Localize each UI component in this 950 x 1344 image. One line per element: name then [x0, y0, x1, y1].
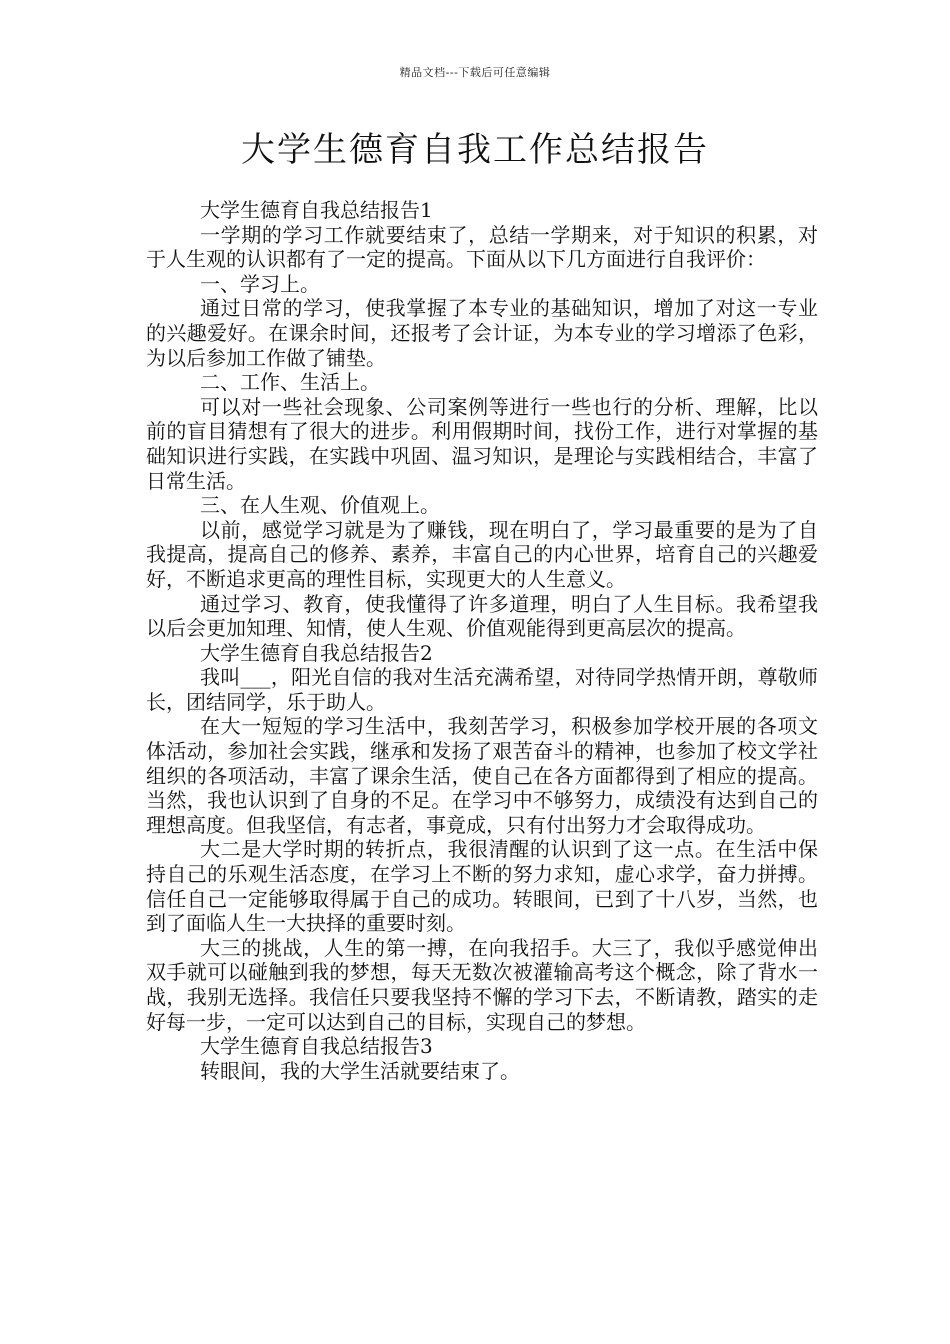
paragraph: 通过日常的学习，使我掌握了本专业的基础知识，增加了对这一专业的兴趣爱好。在课余时间，还报考了会计证，为本专业的学习增添了色彩，为以后参加工作做了铺垫。 [146, 296, 818, 370]
section-heading-2: 大学生德育自我总结报告2 [200, 640, 433, 665]
paragraph: 在大一短短的学习生活中，我刻苦学习，积极参加学校开展的各项文体活动，参加社会实践，继承和发扬了艰苦奋斗的精神，也参加了校文学社组织的各项活动，丰富了课余生活，使自己在各方面都得到了相应的提高。当然，我也认识到了自身的不足。在学习中不够努力，成绩没有达到自己的理想高度。但我坚信，有志者，事竟成，只有付出努力才会取得成功。 [146, 714, 818, 837]
document-title: 大学生德育自我工作总结报告 [241, 130, 709, 170]
header-note: 精品文档---下载后可任意编辑 [399, 66, 551, 79]
paragraph: 一学期的学习工作就要结束了，总结一学期来，对于知识的积累，对于人生观的认识都有了一定的提高。下面从以下几方面进行自我评价： [146, 222, 818, 272]
paragraph: 以前，感觉学习就是为了赚钱，现在明白了，学习最重要的是为了自我提高，提高自己的修养、素养，丰富自己的内心世界，培育自己的兴趣爱好，不断追求更高的理性目标，实现更大的人生意义。 [146, 517, 818, 591]
paragraph: 转眼间，我的大学生活就要结束了。 [200, 1058, 520, 1083]
paragraph: 大三的挑战，人生的第一搏，在向我招手。大三了，我似乎感觉伸出双手就可以碰触到我的梦想，每天无数次被灌输高考这个概念，除了背水一战，我别无选择。我信任只要我坚持不懈的学习下去，不断请教，踏实的走好每一步，一定可以达到自己的目标，实现自己的梦想。 [146, 935, 818, 1034]
section-heading-3: 大学生德育自我总结报告3 [200, 1034, 433, 1059]
subheading-work-life: 二、工作、生活上。 [200, 370, 380, 395]
subheading-values: 三、在人生观、价值观上。 [200, 493, 440, 518]
paragraph: 大二是大学时期的转折点，我很清醒的认识到了这一点。在生活中保持自己的乐观生活态度，在学习上不断的努力求知，虚心求学，奋力拼搏。信任自己一定能够取得属于自己的成功。转眼间，已到了十八岁，当然，也到了面临人生一大抉择的重要时刻。 [146, 837, 818, 936]
paragraph: 我叫___，阳光自信的我对生活充满希望，对待同学热情开朗，尊敬师长，团结同学，乐于助人。 [146, 665, 818, 714]
paragraph: 通过学习、教育，使我懂得了许多道理，明白了人生目标。我希望我以后会更加知理、知情，使人生观、价值观能得到更高层次的提高。 [146, 591, 818, 641]
subheading-study: 一、学习上。 [200, 271, 320, 296]
section-heading-1: 大学生德育自我总结报告1 [200, 198, 433, 222]
paragraph: 可以对一些社会现象、公司案例等进行一些也行的分析、理解，比以前的盲目猜想有了很大的进步。利用假期时间，找份工作，进行对掌握的基础知识进行实践，在实践中巩固、温习知识，是理论与实践相结合，丰富了日常生活。 [146, 394, 818, 493]
document-body [146, 198, 818, 1083]
